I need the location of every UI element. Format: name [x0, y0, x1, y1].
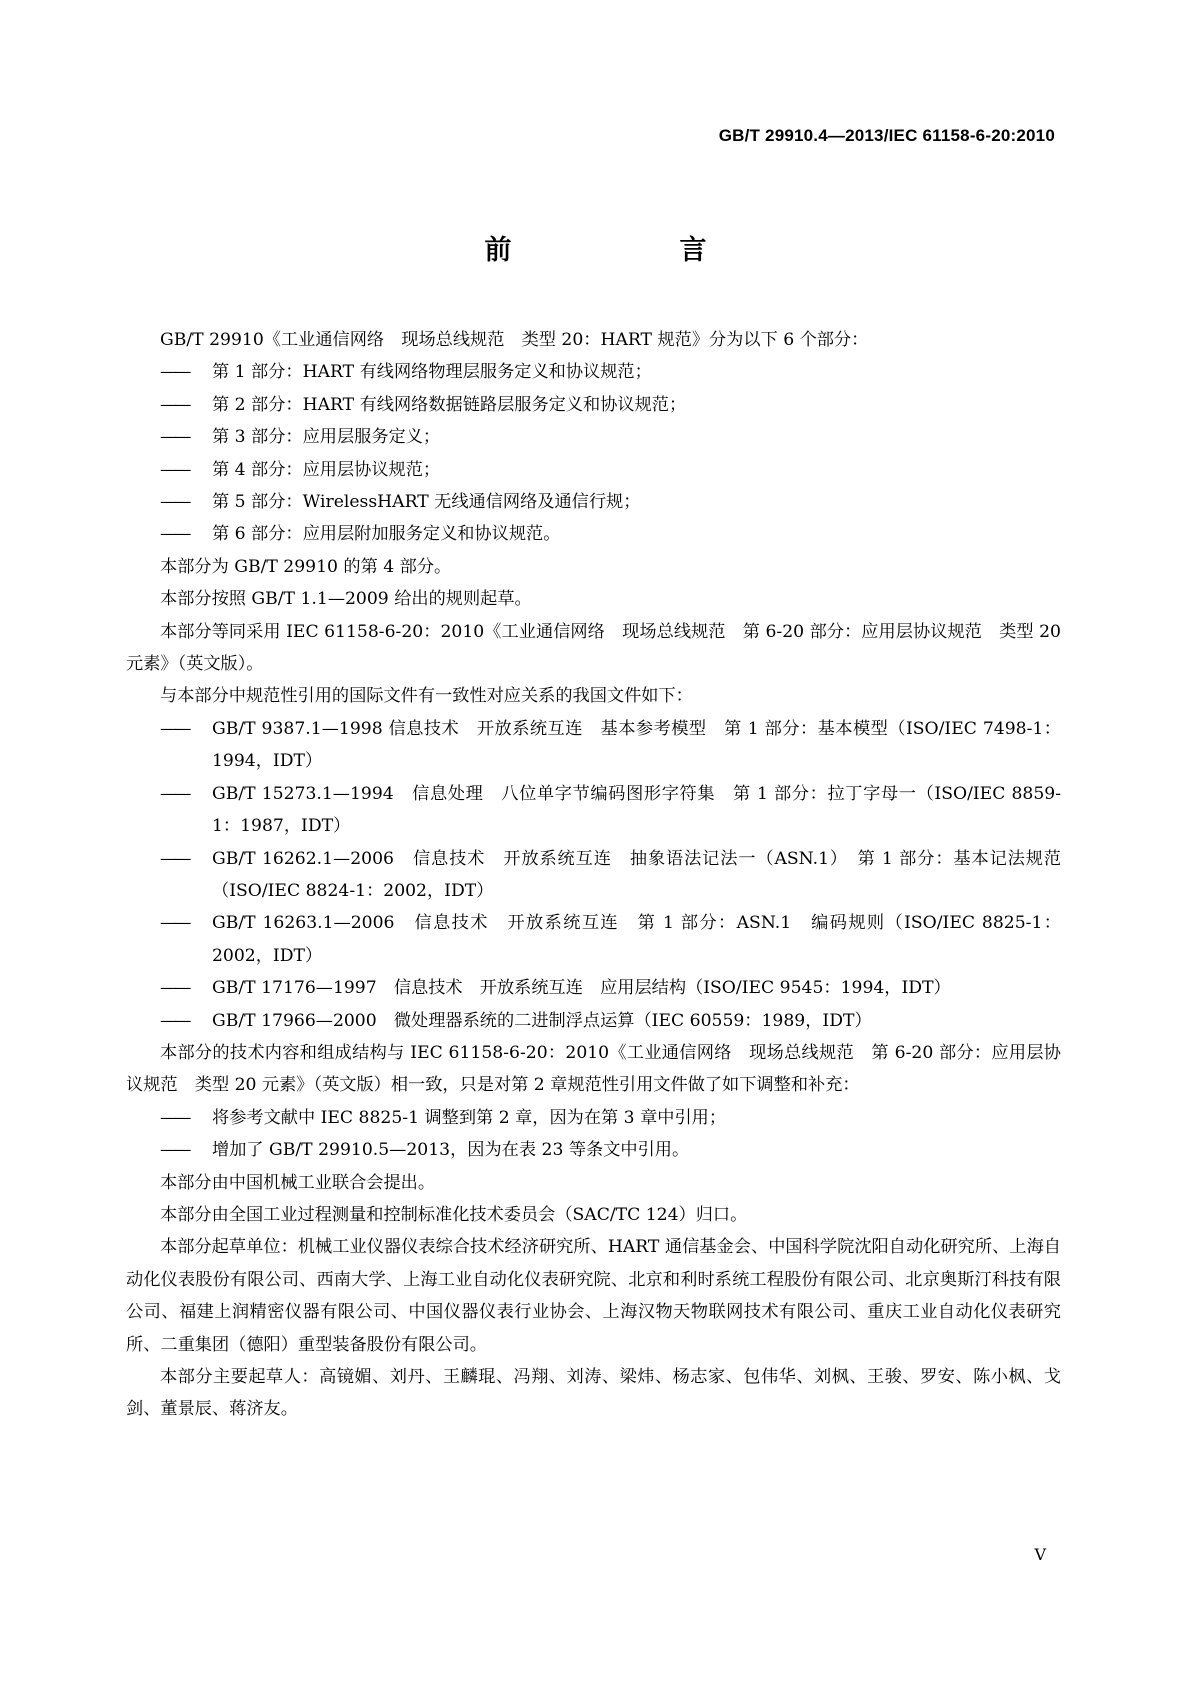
list-item-text: GB/T 17966—2000 微处理器系统的二进制浮点运算（IEC 60559：1989，IDT） [212, 1010, 872, 1031]
paragraph: 本部分为 GB/T 29910 的第 4 部分。 [160, 556, 452, 577]
paragraph: 本部分由全国工业过程测量和控制标准化技术委员会（SAC/TC 124）归口。 [160, 1204, 748, 1225]
list-item-text: 第 6 部分：应用层附加服务定义和协议规范。 [212, 524, 561, 545]
paragraph: 本部分等同采用 IEC 61158-6-20：2010《工业通信网络 现场总线规范 第 6-20 部分：应用层协议规范 类型 20 元素》（英文版）。 [126, 621, 1061, 675]
list-item [126, 1005, 1061, 1037]
dash-bullet: —— [160, 459, 189, 480]
list-item [126, 518, 1061, 550]
dash-bullet: —— [160, 1010, 189, 1031]
list-item-text: 第 4 部分：应用层协议规范； [212, 459, 441, 480]
paragraph: 本部分由中国机械工业联合会提出。 [160, 1172, 436, 1193]
paragraph: 与本部分中规范性引用的国际文件有一致性对应关系的我国文件如下： [160, 686, 693, 707]
list-item-text: 增加了 GB/T 29910.5—2013，因为在表 23 等条文中引用。 [212, 1140, 690, 1161]
foreword-body [126, 324, 1061, 1426]
dash-bullet: —— [160, 394, 189, 415]
list-item [126, 713, 1061, 778]
list-item-text: 将参考文献中 IEC 8825-1 调整到第 2 章，因为在第 3 章中引用； [212, 1107, 727, 1128]
list-item [126, 778, 1061, 843]
standard-code-header: GB/T 29910.4—2013/IEC 61158-6-20:2010 [718, 126, 1055, 145]
list-item-text: GB/T 15273.1—1994 信息处理 八位单字节编码图形字符集 第 1 部分：拉丁字母一（ISO/IEC 8859-1：1987，IDT） [212, 783, 1061, 837]
list-item-text: 第 1 部分：HART 有线网络物理层服务定义和协议规范； [212, 362, 652, 383]
dash-bullet: —— [160, 1140, 189, 1161]
paragraph: 本部分的技术内容和组成结构与 IEC 61158-6-20：2010《工业通信网络 现场总线规范 第 6-20 部分：应用层协议规范 类型 20 元素》（英文版）相一致，只是对第 2 章规范性引用文件做了如下调整和补充： [126, 1042, 1061, 1096]
list-item [126, 389, 1061, 421]
dash-bullet: —— [160, 1107, 189, 1128]
dash-bullet: —— [160, 524, 189, 545]
paragraph: 本部分按照 GB/T 1.1—2009 给出的规则起草。 [160, 589, 532, 610]
list-item-text: GB/T 17176—1997 信息技术 开放系统互连 应用层结构（ISO/IEC 9545：1994，IDT） [212, 978, 951, 999]
dash-bullet: —— [160, 913, 189, 934]
list-item [126, 356, 1061, 388]
list-item-text: GB/T 16263.1—2006 信息技术 开放系统互连 第 1 部分：ASN.1 编码规则（ISO/IEC 8825-1：2002，IDT） [212, 913, 1061, 966]
dash-bullet: —— [160, 848, 189, 869]
paragraph: 本部分起草单位：机械工业仪器仪表综合技术经济研究所、HART 通信基金会、中国科学院沈阳自动化研究所、上海自动化仪表股份有限公司、西南大学、上海工业自动化仪表研究院、北京和利时系统工程股份有限公司、北京奥斯汀科技有限公司、福建上润精密仪器有限公司、中国仪器仪表行业协会、上海汉物天物联网技术有限公司、重庆工业自动化仪表研究所、二重集团（德阳）重型装备股份有限公司。 [126, 1237, 1061, 1355]
dash-bullet: —— [160, 492, 189, 513]
list-item-text: 第 5 部分：WirelessHART 无线通信网络及通信行规； [212, 492, 641, 513]
list-item-text: GB/T 9387.1—1998 信息技术 开放系统互连 基本参考模型 第 1 部分：基本模型（ISO/IEC 7498-1：1994，IDT） [212, 718, 1061, 772]
page-number: V [1034, 1545, 1046, 1564]
list-item [126, 1134, 1061, 1166]
paragraph: 本部分主要起草人：高镜媚、刘丹、王麟琨、冯翔、刘涛、梁炜、杨志家、包伟华、刘枫、王骏、罗安、陈小枫、戈剑、董景辰、蒋济友。 [126, 1367, 1061, 1420]
dash-bullet: —— [160, 362, 189, 383]
list-item [126, 486, 1061, 518]
list-item [126, 1102, 1061, 1134]
list-item [126, 907, 1061, 972]
dash-bullet: —— [160, 718, 189, 739]
list-item-text: GB/T 16262.1—2006 信息技术 开放系统互连 抽象语法记法一（ASN.1） 第 1 部分：基本记法规范（ISO/IEC 8824-1：2002，IDT） [212, 848, 1061, 901]
page-title: 前 言 [484, 235, 745, 266]
dash-bullet: —— [160, 783, 189, 804]
dash-bullet: —— [160, 978, 189, 999]
list-item [126, 843, 1061, 908]
dash-bullet: —— [160, 427, 189, 448]
list-item [126, 972, 1061, 1004]
list-item [126, 454, 1061, 486]
list-item-text: 第 3 部分：应用层服务定义； [212, 427, 441, 448]
paragraph: GB/T 29910《工业通信网络 现场总线规范 类型 20：HART 规范》分为以下 6 个部分： [160, 330, 869, 350]
list-item [126, 421, 1061, 453]
list-item-text: 第 2 部分：HART 有线网络数据链路层服务定义和协议规范； [212, 394, 687, 415]
